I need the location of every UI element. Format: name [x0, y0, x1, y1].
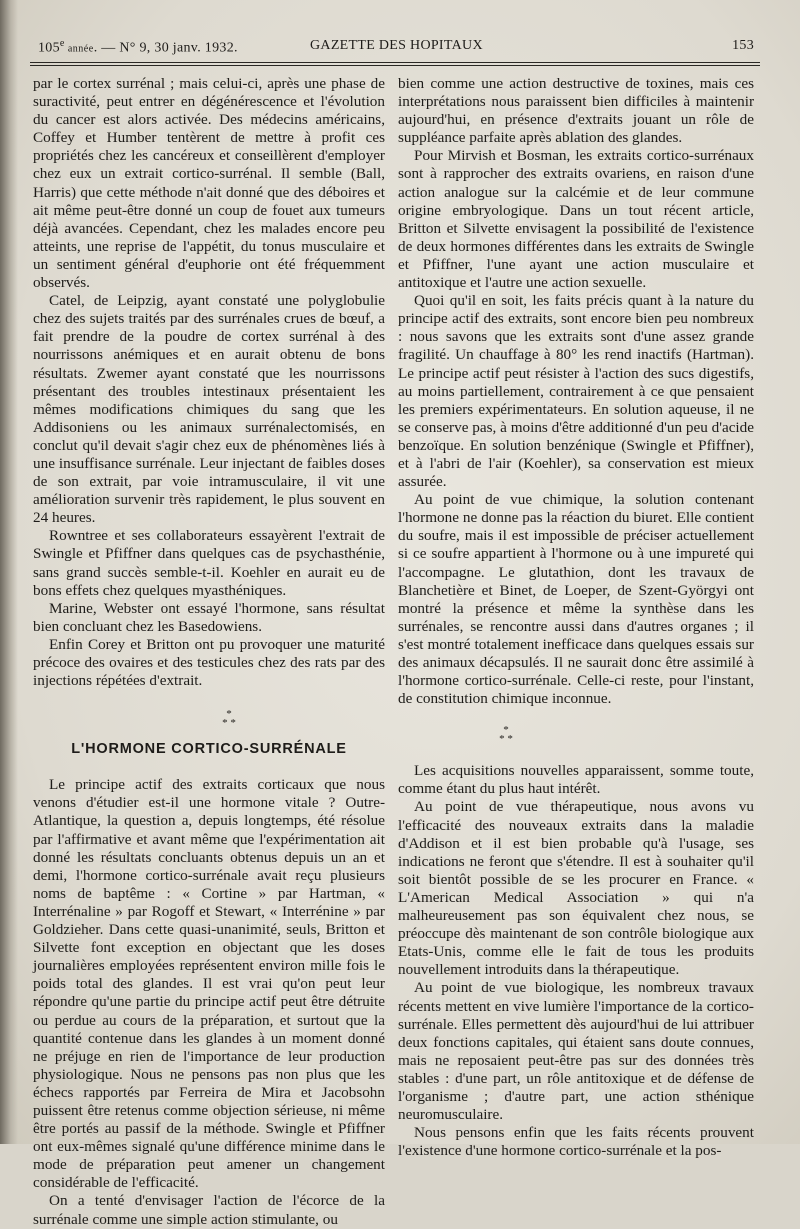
running-header [38, 34, 756, 58]
section-title: L'HORMONE CORTICO-SURRÉNALE [71, 741, 347, 758]
paragraph: Pour Mirvish et Bosman, les extraits cortico-surrénaux sont à rapprocher des extraits ovariens, en raison d'une action analogue sur la calcémie et de leur commune origine embryologique. Dans un tout récent article, Britton et Silvette envisagent la possibilité de l'existence de deux hormones différentes dans les extraits de Swingle et Pfiffner, l'une ayant une action musculaire et antitoxique et l'autre une action sexuelle. [398, 147, 754, 292]
left-column [33, 75, 385, 1229]
book-spine-shadow [0, 0, 18, 1144]
right-column [398, 75, 754, 1160]
paragraph: par le cortex surrénal ; mais celui-ci, après une phase de suractivité, peut entrer en dégénérescence et l'évolution du cancer est alors activée. Des médecins américains, Coffey et Humber tentèrent de mettre à profit ces propriétés chez les cancéreux et conseillèrent d'employer chez eux un extrait cortico-surrénal. Il semble (Ball, Harris) que cette méthode n'ait donné que des déboires et ait même peut-être donné un coup de fouet aux tumeurs déjà avancées. Cependant, chez les malades encore peu atteints, une reprise de l'appétit, du tonus musculaire et un sentiment général d'euphorie ont été fréquemment observés. [33, 75, 385, 292]
paragraph: Au point de vue biologique, les nombreux travaux récents mettent en vive lumière l'importance de la cortico-surrénale. Elles permettent dès aujourd'hui de lui attribuer deux fonctions capitales, qui étaient sans doute connues, mais ne reposaient peut-être pas sur des données très stables : d'une part, un rôle antitoxique et de défense de l'organisme ; d'autre part, une action sthénique neuromusculaire. [398, 979, 754, 1124]
asterism-ornament: * * * [499, 724, 513, 746]
paragraph: Marine, Webster ont essayé l'hormone, sans résultat bien concluant chez les Basedowiens. [33, 599, 385, 635]
paragraph: Le principe actif des extraits corticaux que nous venons d'étudier est-il une hormone vitale ? Outre-Atlantique, la question a, depuis longtemps, été résolue par l'affirmative et avant même que l'expérimentation ait donné les résultats concluants obtenus depuis un an et demi, l'hormone cortico-surrénale avait reçu plusieurs noms de baptême : « Cortine » par Hartman, « Interrénaline » par Rogoff et Stewart, « Interrénine » par Goldzieher. Dans cette quasi-unanimité, seuls, Britton et Silvette font exception en objectant que les doses journalières employées représentent environ mille fois le poids total des glandes. Il est vrai qu'on peut leur répondre qu'une partie du principe actif peut être détruite ou perdue au cours de la préparation, et surtout que la quantité contenue dans les glandes à un moment donné ne préjuge en rien de l'importance de leur production physiologique. Nous ne pensons pas non plus que les échecs rapportés par Ferreira de Mira et Jacobsohn puissent être retenus comme objection sérieuse, ni même être portés au passif de la méthode. Swingle et Pfiffner ont eux-mêmes signalé qu'une différence minime dans le mode de préparation peut amener un changement considérable de l'efficacité. [33, 776, 385, 1192]
header-rule [30, 65, 760, 66]
paragraph: Les acquisitions nouvelles apparaissent, somme toute, comme étant du plus haut intérêt. [398, 762, 754, 798]
paragraph: Catel, de Leipzig, ayant constaté une polyglobulie chez des sujets traités par des surrénales crues de bœuf, a fait prendre de la poudre de cortex surrénal à des nourrissons anémiques et en aurait obtenu de bons résultats. Zwemer ayant constaté que les nourrissons présentant des troubles intestinaux présentaient les mêmes modifications chimiques du sang que les Addisoniens ou les animaux surrénalectomisés, en conclut qu'il devait s'agir chez eux de phénomènes liés à une insuffisance surrénale. Leur injectant de faibles doses de son extrait, par voie intramusculaire, il vit une amélioration survenir très rapidement, le plus souvent en 24 heures. [33, 292, 385, 527]
paragraph: bien comme une action destructive de toxines, mais ces interprétations nous paraissent bien difficiles à maintenir aujourd'hui, en présence d'extraits jouant un rôle de suppléance parfaite après ablation des glandes. [398, 75, 754, 147]
issue-info: 105e année. — N° 9, 30 janv. 1932. [38, 38, 238, 56]
paragraph: Rowntree et ses collaborateurs essayèrent l'extrait de Swingle et Pfiffner dans quelques cas de psychasthénie, sans grand succès semble-t-il. Koehler en aurait eu de bons effets chez quelques myasthéniques. [33, 527, 385, 599]
header-rule [30, 62, 760, 63]
paragraph: Nous pensons enfin que les faits récents prouvent l'existence d'une hormone cortico-surrénale et la pos- [398, 1124, 754, 1160]
journal-title: GAZETTE DES HOPITAUX [310, 38, 483, 53]
paragraph: Au point de vue thérapeutique, nous avons vu l'efficacité des nouveaux extraits dans la maladie d'Addison et il est bien probable qu'à l'usage, ses indications ne feront que s'étendre. Il est à souhaiter qu'il soit bientôt possible de se les procurer en France. « L'American Medical Association » qui n'a malheureusement pas son équivalent chez nous, se préoccupe dès maintenant de son contrôle biologique aux Etats-Unis, comme elle le fait de tous les produits nouvellement introduits dans la thérapeutique. [398, 798, 754, 979]
paragraph: Au point de vue chimique, la solution contenant l'hormone ne donne pas la réaction du biuret. Elle contient du soufre, mais il est impossible de préciser actuellement si ce soufre appartient à l'hormone ou à une impureté qui l'accompagne. Le glutathion, dont les travaux de Blanchetière et Binet, de Loeper, de Szent-Györgyi ont montré la présence et même la synthèse dans les surrénales, se rencontre aussi dans d'autres organes ; il s'est montré totalement inefficace dans quelques essais sur des animaux décapsulés. Il ne saurait donc être assimilé à l'hormone cortico-surrénale. Celle-ci reste, pour l'instant, de constitution chimique inconnue. [398, 491, 754, 708]
asterism-ornament: * * * [222, 708, 236, 730]
paragraph: Quoi qu'il en soit, les faits précis quant à la nature du principe actif des extraits, sont encore bien peu nombreux : nous savons que les extraits sont d'une assez grande fragilité. Un chauffage à 80° les rend inactifs (Hartman). Le principe actif peut résister à l'action des sucs digestifs, au moins partiellement, contrairement à ce que pensaient les premiers expérimentateurs. En solution aqueuse, il ne se conserve pas, à moins d'être additionné d'un peu d'acide benzoïque. En solution benzénique (Swingle et Pfiffner), et à l'abri de l'air (Koehler), sa conservation est mieux assurée. [398, 292, 754, 491]
page-number: 153 [732, 38, 754, 53]
paragraph: Enfin Corey et Britton ont pu provoquer une maturité précoce des ovaires et des testicules chez des rats par des injections répétées d'extrait. [33, 635, 385, 690]
paragraph: On a tenté d'envisager l'action de l'écorce de la surrénale comme une simple action stimulante, ou [33, 1192, 385, 1228]
